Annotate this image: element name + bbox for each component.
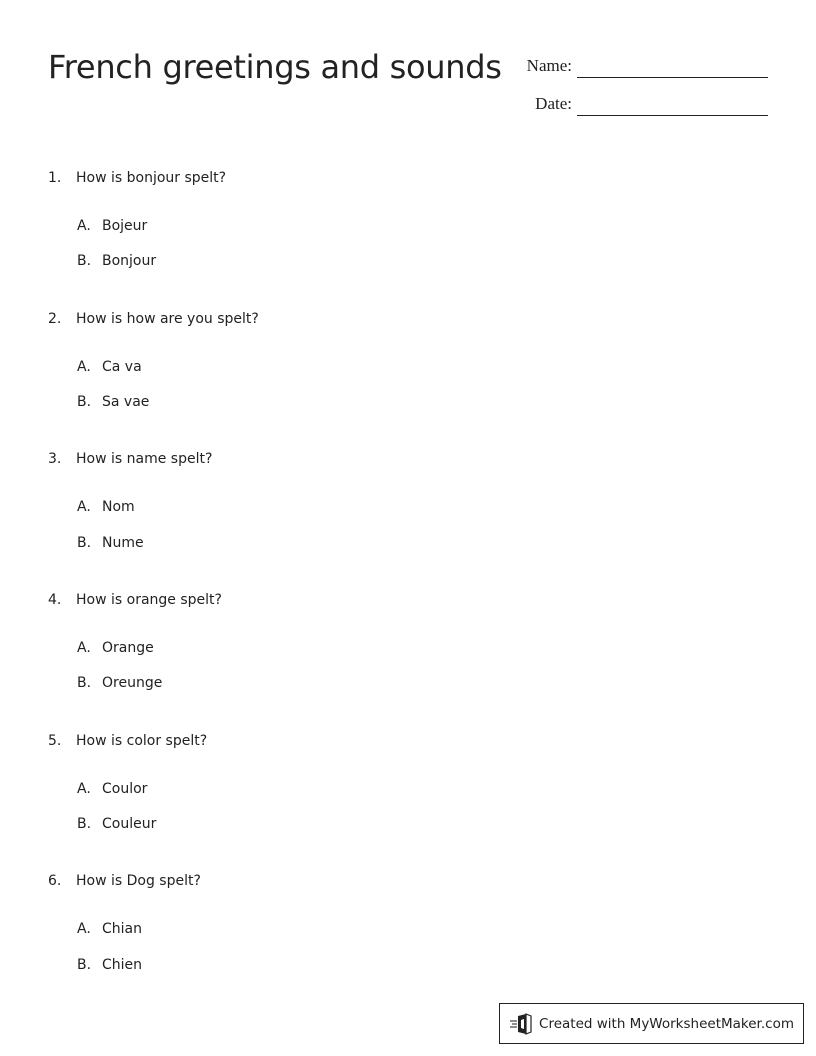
option-text: Nume xyxy=(102,535,144,551)
question-3 xyxy=(48,451,212,467)
option-4a[interactable] xyxy=(77,640,154,656)
question-text: How is bonjour spelt? xyxy=(76,170,227,186)
created-with-badge[interactable] xyxy=(499,1003,804,1044)
option-text: Chian xyxy=(102,921,142,937)
option-3b[interactable] xyxy=(77,535,144,551)
question-text: How is name spelt? xyxy=(76,451,213,467)
question-number: 1. xyxy=(48,170,62,186)
option-letter: B. xyxy=(77,957,92,973)
option-text: Couleur xyxy=(102,816,157,832)
option-text: Oreunge xyxy=(102,675,163,691)
badge-text[interactable]: Created with MyWorksheetMaker.com xyxy=(539,1015,794,1032)
option-2b[interactable] xyxy=(77,394,149,410)
option-5a[interactable] xyxy=(77,781,147,797)
name-label: Name: xyxy=(526,56,572,75)
worksheet-title: French greetings and sounds xyxy=(48,48,502,86)
option-text: Orange xyxy=(102,640,154,656)
option-text: Coulor xyxy=(102,781,148,797)
option-letter: B. xyxy=(77,535,92,551)
option-text: Bojeur xyxy=(102,218,148,234)
question-number: 3. xyxy=(48,451,62,467)
question-5 xyxy=(48,733,207,749)
date-label: Date: xyxy=(535,94,572,113)
option-text: Ca va xyxy=(102,359,142,375)
option-3a[interactable] xyxy=(77,499,135,515)
option-1b[interactable] xyxy=(77,253,156,269)
date-line[interactable] xyxy=(577,115,768,116)
question-number: 6. xyxy=(48,873,62,889)
option-letter: B. xyxy=(77,253,92,269)
option-letter: A. xyxy=(77,218,91,234)
option-letter: A. xyxy=(77,921,91,937)
name-line[interactable] xyxy=(577,77,768,78)
option-letter: B. xyxy=(77,394,92,410)
option-letter: B. xyxy=(77,675,92,691)
option-text: Bonjour xyxy=(102,253,157,269)
question-number: 4. xyxy=(48,592,62,608)
question-number: 2. xyxy=(48,311,62,327)
option-letter: A. xyxy=(77,781,91,797)
question-1 xyxy=(48,170,226,186)
option-6b[interactable] xyxy=(77,957,142,973)
option-6a[interactable] xyxy=(77,921,142,937)
option-letter: A. xyxy=(77,640,91,656)
option-letter: B. xyxy=(77,816,92,832)
option-5b[interactable] xyxy=(77,816,156,832)
option-4b[interactable] xyxy=(77,675,162,691)
question-text: How is color spelt? xyxy=(76,733,208,749)
option-1a[interactable] xyxy=(77,218,147,234)
question-2 xyxy=(48,311,259,327)
option-text: Sa vae xyxy=(102,394,150,410)
question-text: How is orange spelt? xyxy=(76,592,222,608)
name-field[interactable] xyxy=(500,50,770,80)
question-number: 5. xyxy=(48,733,62,749)
question-text: How is Dog spelt? xyxy=(76,873,201,889)
question-text: How is how are you spelt? xyxy=(76,311,259,327)
question-6 xyxy=(48,873,201,889)
date-field[interactable] xyxy=(500,88,770,118)
question-4 xyxy=(48,592,222,608)
worksheet-maker-logo-icon xyxy=(509,1013,533,1035)
option-letter: A. xyxy=(77,499,91,515)
option-letter: A. xyxy=(77,359,91,375)
option-2a[interactable] xyxy=(77,359,142,375)
option-text: Nom xyxy=(102,499,135,515)
option-text: Chien xyxy=(102,957,143,973)
